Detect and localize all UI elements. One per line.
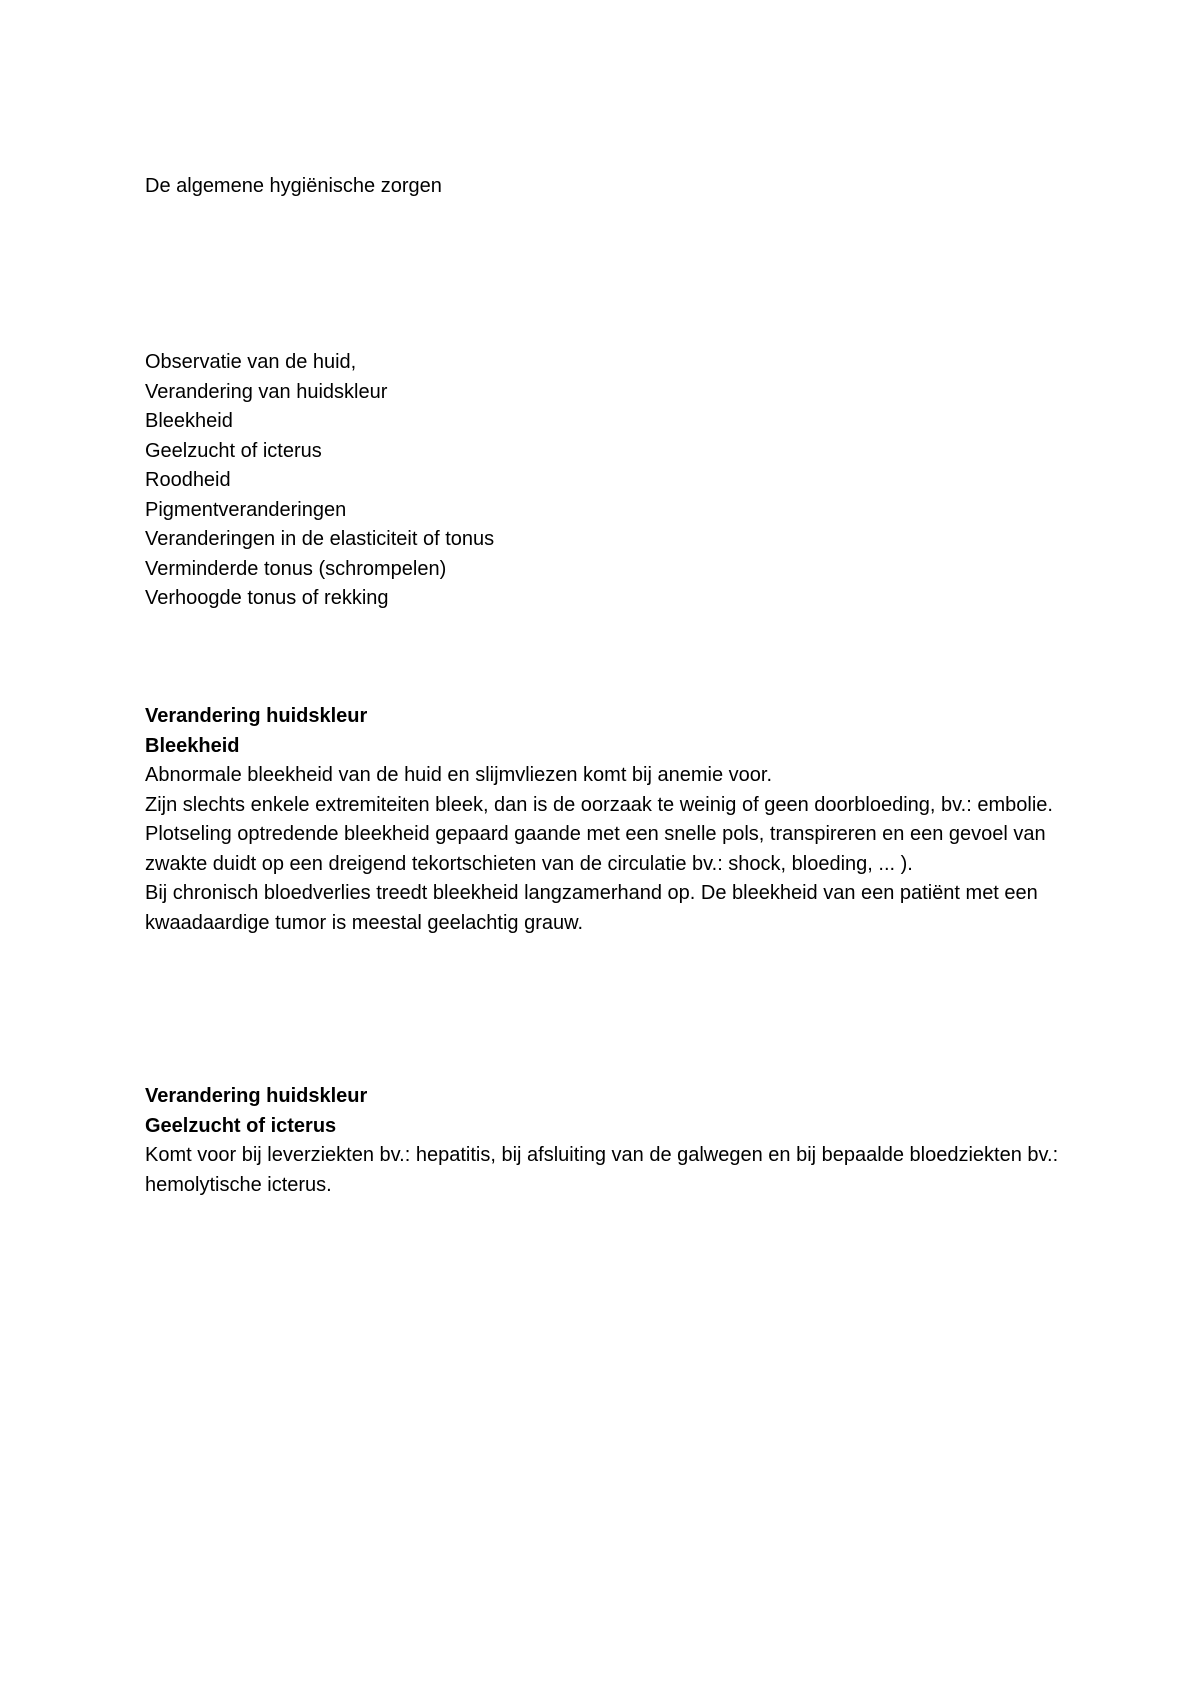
list-item: Verhoogde tonus of rekking [145,587,389,609]
section-subheading: Geelzucht of icterus [145,1114,337,1137]
document-title: De algemene hygiënische zorgen [145,175,442,197]
paragraph: Abnormale bleekheid van de huid en slijmvliezen komt bij anemie voor. [145,764,773,786]
section-subheading: Bleekheid [145,734,240,757]
section-heading: Verandering huidskleur [145,705,368,727]
list-item: Verandering van huidskleur [145,380,388,403]
paragraph: Bij chronisch bloedverlies treedt bleekheid langzamerhand op. De bleekheid van een patiënt met een kwaadaardige tumor is meestal geelachtig grauw. [145,882,1038,934]
paragraph: Komt voor bij leverziekten bv.: hepatitis, bij afsluiting van de galwegen en bij bepaalde bloedziekten bv.: hemolytische icterus. [145,1144,1059,1196]
list-item: Veranderingen in de elasticiteit of tonus [145,528,495,550]
list-item: Pigmentveranderingen [145,498,347,521]
list-item: Observatie van de huid, [145,351,357,373]
section-geelzucht [145,1082,1065,1200]
paragraph: Plotseling optredende bleekheid gepaard gaande met een snelle pols, transpireren en een gevoel van zwakte duidt op een dreigend tekortschieten van de circulatie bv.: shock, bloeding, ... ). [145,823,1046,875]
list-item: Verminderde tonus (schrompelen) [145,557,447,580]
list-item: Geelzucht of icterus [145,439,322,462]
list-item: Bleekheid [145,410,233,432]
list-item: Roodheid [145,469,231,491]
paragraph: Zijn slechts enkele extremiteiten bleek, dan is de oorzaak te weinig of geen doorbloeding, bv.: embolie. [145,793,1053,816]
section-bleekheid [145,702,1065,938]
observation-list [145,348,494,614]
section-heading: Verandering huidskleur [145,1085,368,1107]
